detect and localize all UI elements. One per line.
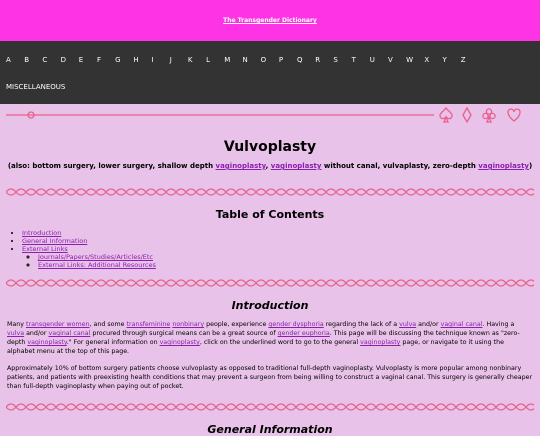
- menu-letter-p[interactable]: P: [278, 55, 284, 64]
- chain-link: [496, 280, 506, 286]
- chain-link: [76, 189, 86, 195]
- diamond-icon: [463, 108, 471, 122]
- chain-link: [216, 189, 226, 195]
- chain-link: [326, 280, 336, 286]
- chain-link: [246, 189, 256, 195]
- link-vaginoplasty[interactable]: vaginoplasty: [215, 162, 266, 170]
- chain-link: [66, 189, 76, 195]
- chain-link: [506, 189, 516, 195]
- spade-icon: [440, 108, 452, 122]
- link-gender-dysphoria[interactable]: gender dysphoria: [268, 321, 324, 328]
- chain-link: [376, 189, 386, 195]
- menu-letter-k[interactable]: K: [187, 55, 193, 64]
- chain-link: [6, 189, 16, 195]
- link-vulva[interactable]: vulva: [399, 321, 417, 328]
- menu-letter-c[interactable]: C: [42, 55, 48, 64]
- link-vaginoplasty[interactable]: vaginoplasty: [360, 339, 401, 346]
- chain-link: [446, 189, 456, 195]
- chain-link: [466, 280, 476, 286]
- chain-link: [36, 280, 46, 286]
- chain-link: [296, 280, 306, 286]
- chain-link: [286, 189, 296, 195]
- chain-link: [336, 280, 346, 286]
- menu-letter-u[interactable]: U: [369, 55, 375, 64]
- menu-letter-n[interactable]: N: [242, 55, 248, 64]
- link-transgender-women[interactable]: transgender women: [26, 321, 90, 328]
- chain-link: [226, 280, 236, 286]
- chain-link: [96, 189, 106, 195]
- chain-link: [486, 280, 496, 286]
- chain-link: [46, 280, 56, 286]
- chain-link: [86, 280, 96, 286]
- chain-link: [286, 280, 296, 286]
- chain-link: [226, 189, 236, 195]
- chain-link: [476, 189, 486, 195]
- chain-link: [96, 280, 106, 286]
- chain-link: [116, 189, 126, 195]
- toc-link-additional-resources[interactable]: External Links: Additional Resources: [38, 261, 156, 269]
- menu-letter-i[interactable]: I: [151, 55, 154, 64]
- chain-link: [106, 280, 116, 286]
- chain-link: [356, 189, 366, 195]
- menu-letter-m[interactable]: M: [224, 55, 231, 64]
- chain-link: [126, 189, 136, 195]
- chain-link: [266, 189, 276, 195]
- chain-link: [66, 280, 76, 286]
- chain-divider: [6, 275, 534, 291]
- chain-link: [46, 189, 56, 195]
- chain-link: [86, 189, 96, 195]
- toc-item: [22, 237, 540, 245]
- link-gender-euphoria[interactable]: gender euphoria: [277, 330, 330, 337]
- link-vaginal-canal[interactable]: vaginal canal: [440, 321, 483, 328]
- chain-link: [26, 280, 36, 286]
- menu-letter-h[interactable]: H: [133, 55, 139, 64]
- alphabet-row: [6, 46, 534, 73]
- chain-link: [166, 280, 176, 286]
- chain-link: [416, 280, 426, 286]
- chain-link: [426, 280, 436, 286]
- chain-link: [276, 280, 286, 286]
- chain-link: [506, 280, 516, 286]
- chain-link: [316, 189, 326, 195]
- chain-link: [436, 280, 446, 286]
- chain-link: [146, 280, 156, 286]
- introduction-heading: Introduction: [231, 299, 309, 312]
- link-vaginoplasty[interactable]: vaginoplasty: [478, 162, 529, 170]
- chain-link: [256, 280, 266, 286]
- chain-link: [316, 280, 326, 286]
- chain-link: [16, 189, 26, 195]
- chain-link: [496, 189, 506, 195]
- ornament-divider-top: [6, 107, 534, 123]
- link-transfeminine[interactable]: transfeminine: [126, 321, 171, 328]
- site-banner: [0, 0, 540, 41]
- menu-letter-o[interactable]: O: [260, 55, 267, 64]
- chain-link: [526, 280, 534, 286]
- menu-letter-q[interactable]: Q: [297, 55, 303, 64]
- chain-link: [236, 189, 246, 195]
- table-of-contents: [0, 229, 540, 269]
- toc-subitem: [38, 261, 540, 269]
- chain-link: [366, 189, 376, 195]
- toc-item: [22, 245, 540, 269]
- alternate-names: (also: bottom surgery, lower surgery, shallow depth vaginoplasty, vaginoplasty without canal, vulvaplasty, zero-depth vaginoplasty): [7, 162, 533, 170]
- chain-link: [196, 189, 206, 195]
- chain-link: [186, 280, 196, 286]
- link-vaginoplasty[interactable]: vaginoplasty: [270, 162, 322, 170]
- chain-link: [296, 189, 306, 195]
- chain-link: [206, 189, 216, 195]
- chain-link: [456, 189, 466, 195]
- chain-link: [306, 189, 316, 195]
- chain-link: [406, 189, 416, 195]
- menu-letter-d[interactable]: D: [60, 55, 66, 64]
- chain-link: [406, 280, 416, 286]
- link-nonbinary[interactable]: nonbinary: [172, 321, 205, 328]
- chain-link: [56, 280, 66, 286]
- chain-link: [486, 189, 496, 195]
- chain-link: [186, 189, 196, 195]
- chain-link: [196, 280, 206, 286]
- chain-link: [156, 189, 166, 195]
- chain-divider: [6, 184, 534, 200]
- link-vaginoplasty[interactable]: vaginoplasty: [159, 339, 200, 346]
- chain-link: [366, 280, 376, 286]
- heart-icon: [508, 109, 520, 121]
- menu-item-miscellaneous[interactable]: MISCELLANEOUS: [6, 83, 66, 91]
- chain-link: [176, 189, 186, 195]
- menu-letter-g[interactable]: G: [115, 55, 121, 64]
- chain-link: [326, 189, 336, 195]
- chain-link: [116, 280, 126, 286]
- chain-link: [216, 280, 226, 286]
- menu-letter-e[interactable]: E: [78, 55, 84, 64]
- chain-link: [156, 280, 166, 286]
- chain-link: [476, 280, 486, 286]
- chain-link: [266, 280, 276, 286]
- link-vaginoplasty[interactable]: vaginoplasty: [27, 339, 67, 346]
- chain-link: [526, 189, 534, 195]
- chain-link: [376, 280, 386, 286]
- chain-link: [56, 189, 66, 195]
- chain-link: [136, 189, 146, 195]
- menu-letter-t[interactable]: T: [351, 55, 356, 64]
- chain-link: [346, 280, 356, 286]
- chain-divider: [6, 399, 534, 415]
- chain-link: [236, 280, 246, 286]
- toc-heading: Table of Contents: [215, 208, 325, 221]
- chain-link: [106, 189, 116, 195]
- chain-link: [456, 280, 466, 286]
- chain-link: [516, 280, 526, 286]
- introduction-paragraph-1: Many transgender women, and some transfeminine nonbinary people, experience gender dysphoria regarding the lack of a vulva and/or vaginal canal. Having a vulva and/or vaginal canal procured through surgical means can be a great source of gender euphoria. This page will be discussing the technique known as "zero-depth vaginoplasty." For general information on vaginoplasty, click on the underlined word to go to the general vaginoplasty page, or navigate to it using the alphabet menu at the top of this page.: [7, 321, 520, 355]
- toc-subitem: [38, 253, 540, 261]
- menu-letter-w[interactable]: W: [406, 55, 414, 64]
- menu-letter-v[interactable]: V: [387, 55, 393, 64]
- general-information-heading: General Information: [207, 423, 333, 436]
- menu-letter-r[interactable]: R: [315, 55, 321, 64]
- menu-letter-s[interactable]: S: [333, 55, 338, 64]
- chain-link: [396, 280, 406, 286]
- toc-item: [22, 229, 540, 237]
- chain-link: [396, 189, 406, 195]
- chain-link: [386, 280, 396, 286]
- introduction-paragraph-2: Approximately 10% of bottom surgery patients choose vulvoplasty as opposed to traditional full-depth vaginoplasty. Vulvoplasty is more popular among nonbinary patients, and patients with preexisting health conditions that may prevent a surgeon from being willing to construct a vaginal canal. This surgery is generally cheaper than full-depth vaginoplasty when paying out of pocket.: [7, 365, 533, 390]
- chain-link: [76, 280, 86, 286]
- alphabet-menu: [0, 41, 540, 104]
- site-title-link[interactable]: The Transgender Dictionary: [223, 17, 317, 24]
- menu-letter-b[interactable]: B: [24, 55, 29, 64]
- link-vaginal-canal[interactable]: vaginal canal: [48, 330, 91, 337]
- chain-link: [276, 189, 286, 195]
- menu-letter-j[interactable]: J: [169, 55, 172, 64]
- chain-link: [516, 189, 526, 195]
- chain-link: [336, 189, 346, 195]
- chain-link: [256, 189, 266, 195]
- menu-letter-l[interactable]: L: [206, 55, 210, 64]
- chain-link: [426, 189, 436, 195]
- chain-link: [346, 189, 356, 195]
- toc-link-external-links[interactable]: External Links: [22, 245, 68, 253]
- chain-link: [6, 280, 16, 286]
- link-vulva[interactable]: vulva: [7, 330, 25, 337]
- chain-link: [136, 280, 146, 286]
- chain-link: [126, 280, 136, 286]
- chain-link: [146, 189, 156, 195]
- chain-link: [446, 280, 456, 286]
- chain-link: [26, 189, 36, 195]
- chain-link: [416, 189, 426, 195]
- menu-letter-x[interactable]: X: [424, 55, 430, 64]
- chain-link: [356, 280, 366, 286]
- chain-link: [36, 189, 46, 195]
- chain-link: [306, 280, 316, 286]
- club-icon: [483, 109, 495, 122]
- toc-link-general-information[interactable]: General Information: [22, 237, 88, 245]
- toc-link-introduction[interactable]: Introduction: [22, 229, 62, 237]
- chain-link: [386, 189, 396, 195]
- chain-link: [436, 189, 446, 195]
- menu-letter-f[interactable]: F: [96, 55, 101, 64]
- menu-letter-a[interactable]: A: [6, 55, 11, 64]
- chain-link: [166, 189, 176, 195]
- toc-link-journals[interactable]: Journals/Papers/Studies/Articles/Etc: [38, 253, 154, 261]
- menu-letter-z[interactable]: Z: [460, 55, 466, 64]
- chain-link: [176, 280, 186, 286]
- chain-link: [16, 280, 26, 286]
- chain-link: [466, 189, 476, 195]
- chain-link: [246, 280, 256, 286]
- menu-letter-y[interactable]: Y: [442, 55, 447, 64]
- chain-link: [206, 280, 216, 286]
- page-title: Vulvoplasty: [223, 139, 317, 155]
